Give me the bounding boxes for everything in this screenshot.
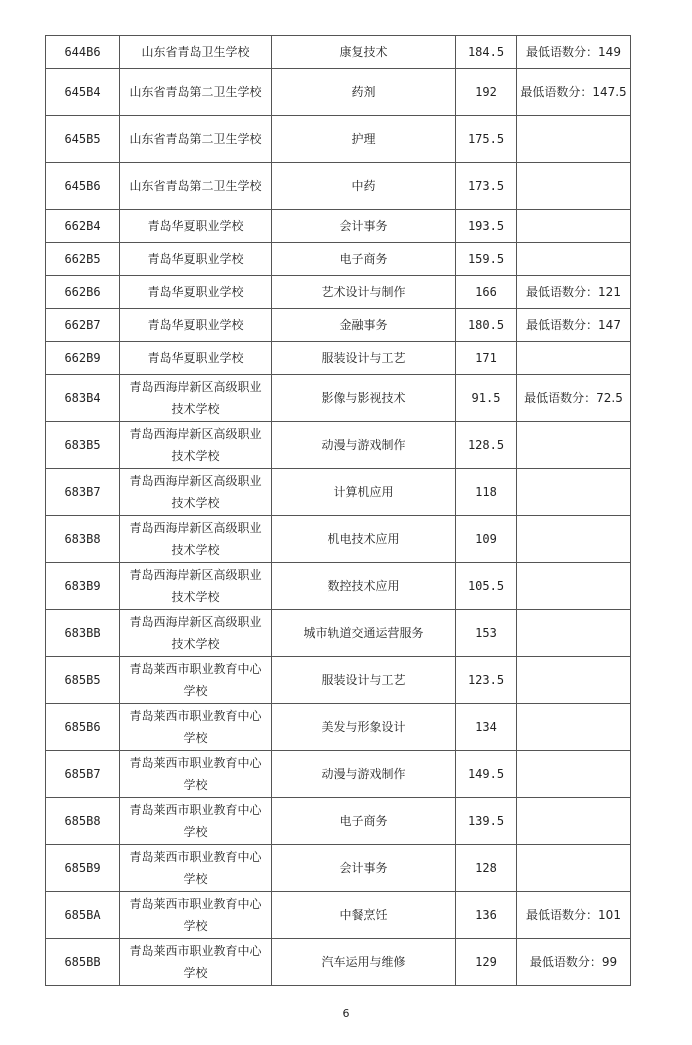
school-code-cell: 662B9 (46, 342, 120, 375)
table-row (46, 375, 631, 422)
note-cell: 最低语数分：147 (517, 309, 631, 342)
major-cell: 康复技术 (272, 36, 456, 69)
major-cell: 计算机应用 (272, 469, 456, 516)
school-code-cell: 645B5 (46, 116, 120, 163)
note-cell (517, 751, 631, 798)
major-cell: 电子商务 (272, 243, 456, 276)
school-name-cell: 山东省青岛第二卫生学校 (120, 116, 272, 163)
note-cell (517, 516, 631, 563)
major-cell: 机电技术应用 (272, 516, 456, 563)
major-cell: 艺术设计与制作 (272, 276, 456, 309)
school-name-cell: 青岛华夏职业学校 (120, 276, 272, 309)
score-cell: 105.5 (456, 563, 517, 610)
score-cell: 139.5 (456, 798, 517, 845)
major-cell: 服装设计与工艺 (272, 342, 456, 375)
table-row (46, 563, 631, 610)
score-cell: 180.5 (456, 309, 517, 342)
score-cell: 173.5 (456, 163, 517, 210)
school-code-cell: 645B4 (46, 69, 120, 116)
note-cell: 最低语数分：99 (517, 939, 631, 986)
major-cell: 电子商务 (272, 798, 456, 845)
school-code-cell: 683B4 (46, 375, 120, 422)
major-cell: 会计事务 (272, 845, 456, 892)
note-cell: 最低语数分：72.5 (517, 375, 631, 422)
score-cell: 128 (456, 845, 517, 892)
school-code-cell: 662B5 (46, 243, 120, 276)
school-name-cell: 青岛西海岸新区高级职业技术学校 (120, 422, 272, 469)
major-cell: 中餐烹饪 (272, 892, 456, 939)
school-name-cell: 青岛西海岸新区高级职业技术学校 (120, 516, 272, 563)
table-row (46, 309, 631, 342)
school-code-cell: 685B7 (46, 751, 120, 798)
note-cell (517, 163, 631, 210)
school-name-cell: 青岛华夏职业学校 (120, 210, 272, 243)
school-code-cell: 683B8 (46, 516, 120, 563)
table-row (46, 751, 631, 798)
table-row (46, 210, 631, 243)
note-cell (517, 210, 631, 243)
note-cell: 最低语数分：101 (517, 892, 631, 939)
table-row (46, 657, 631, 704)
school-code-cell: 683B9 (46, 563, 120, 610)
note-cell: 最低语数分：149 (517, 36, 631, 69)
table-row (46, 69, 631, 116)
table-row (46, 610, 631, 657)
table-row (46, 516, 631, 563)
note-cell (517, 845, 631, 892)
school-name-cell: 青岛莱西市职业教育中心学校 (120, 939, 272, 986)
school-name-cell: 青岛莱西市职业教育中心学校 (120, 798, 272, 845)
table-row (46, 243, 631, 276)
table-row (46, 939, 631, 986)
major-cell: 会计事务 (272, 210, 456, 243)
school-name-cell: 青岛西海岸新区高级职业技术学校 (120, 610, 272, 657)
table-row (46, 116, 631, 163)
score-cell: 166 (456, 276, 517, 309)
school-code-cell: 685B5 (46, 657, 120, 704)
major-cell: 药剂 (272, 69, 456, 116)
table-row (46, 422, 631, 469)
score-cell: 91.5 (456, 375, 517, 422)
table-row (46, 36, 631, 69)
major-cell: 数控技术应用 (272, 563, 456, 610)
score-cell: 159.5 (456, 243, 517, 276)
note-cell (517, 469, 631, 516)
note-cell: 最低语数分：147.5 (517, 69, 631, 116)
score-cell: 192 (456, 69, 517, 116)
score-cell: 136 (456, 892, 517, 939)
table-row (46, 845, 631, 892)
note-cell (517, 116, 631, 163)
major-cell: 金融事务 (272, 309, 456, 342)
school-code-cell: 683BB (46, 610, 120, 657)
major-cell: 服装设计与工艺 (272, 657, 456, 704)
score-cell: 193.5 (456, 210, 517, 243)
school-name-cell: 青岛西海岸新区高级职业技术学校 (120, 563, 272, 610)
major-cell: 美发与形象设计 (272, 704, 456, 751)
score-cell: 175.5 (456, 116, 517, 163)
school-name-cell: 青岛莱西市职业教育中心学校 (120, 845, 272, 892)
school-code-cell: 683B7 (46, 469, 120, 516)
school-name-cell: 山东省青岛第二卫生学校 (120, 69, 272, 116)
score-cell: 109 (456, 516, 517, 563)
school-code-cell: 685B8 (46, 798, 120, 845)
school-code-cell: 644B6 (46, 36, 120, 69)
major-cell: 城市轨道交通运营服务 (272, 610, 456, 657)
school-code-cell: 685BB (46, 939, 120, 986)
major-cell: 中药 (272, 163, 456, 210)
table-row (46, 163, 631, 210)
table-row (46, 469, 631, 516)
major-cell: 汽车运用与维修 (272, 939, 456, 986)
note-cell (517, 422, 631, 469)
score-cell: 134 (456, 704, 517, 751)
note-cell (517, 563, 631, 610)
note-cell (517, 657, 631, 704)
school-code-cell: 662B7 (46, 309, 120, 342)
note-cell (517, 704, 631, 751)
school-name-cell: 青岛华夏职业学校 (120, 342, 272, 375)
school-code-cell: 685B9 (46, 845, 120, 892)
school-code-cell: 685BA (46, 892, 120, 939)
school-name-cell: 青岛莱西市职业教育中心学校 (120, 704, 272, 751)
score-cell: 129 (456, 939, 517, 986)
table-row (46, 276, 631, 309)
school-code-cell: 662B4 (46, 210, 120, 243)
note-cell (517, 798, 631, 845)
score-cell: 171 (456, 342, 517, 375)
school-name-cell: 青岛莱西市职业教育中心学校 (120, 657, 272, 704)
score-cell: 184.5 (456, 36, 517, 69)
major-cell: 动漫与游戏制作 (272, 751, 456, 798)
school-code-cell: 685B6 (46, 704, 120, 751)
school-name-cell: 山东省青岛卫生学校 (120, 36, 272, 69)
school-code-cell: 683B5 (46, 422, 120, 469)
note-cell (517, 243, 631, 276)
school-code-cell: 662B6 (46, 276, 120, 309)
major-cell: 护理 (272, 116, 456, 163)
major-cell: 动漫与游戏制作 (272, 422, 456, 469)
school-name-cell: 青岛华夏职业学校 (120, 243, 272, 276)
note-cell (517, 342, 631, 375)
admission-score-table (45, 35, 631, 986)
school-name-cell: 青岛莱西市职业教育中心学校 (120, 892, 272, 939)
score-cell: 149.5 (456, 751, 517, 798)
table-row (46, 892, 631, 939)
score-cell: 123.5 (456, 657, 517, 704)
score-cell: 153 (456, 610, 517, 657)
note-cell (517, 610, 631, 657)
school-name-cell: 青岛华夏职业学校 (120, 309, 272, 342)
table-row (46, 798, 631, 845)
table-row (46, 704, 631, 751)
school-name-cell: 青岛西海岸新区高级职业技术学校 (120, 375, 272, 422)
major-cell: 影像与影视技术 (272, 375, 456, 422)
school-code-cell: 645B6 (46, 163, 120, 210)
note-cell: 最低语数分：121 (517, 276, 631, 309)
score-cell: 118 (456, 469, 517, 516)
page-number: 6 (342, 1007, 350, 1020)
school-name-cell: 青岛西海岸新区高级职业技术学校 (120, 469, 272, 516)
school-name-cell: 山东省青岛第二卫生学校 (120, 163, 272, 210)
school-name-cell: 青岛莱西市职业教育中心学校 (120, 751, 272, 798)
score-cell: 128.5 (456, 422, 517, 469)
table-row (46, 342, 631, 375)
